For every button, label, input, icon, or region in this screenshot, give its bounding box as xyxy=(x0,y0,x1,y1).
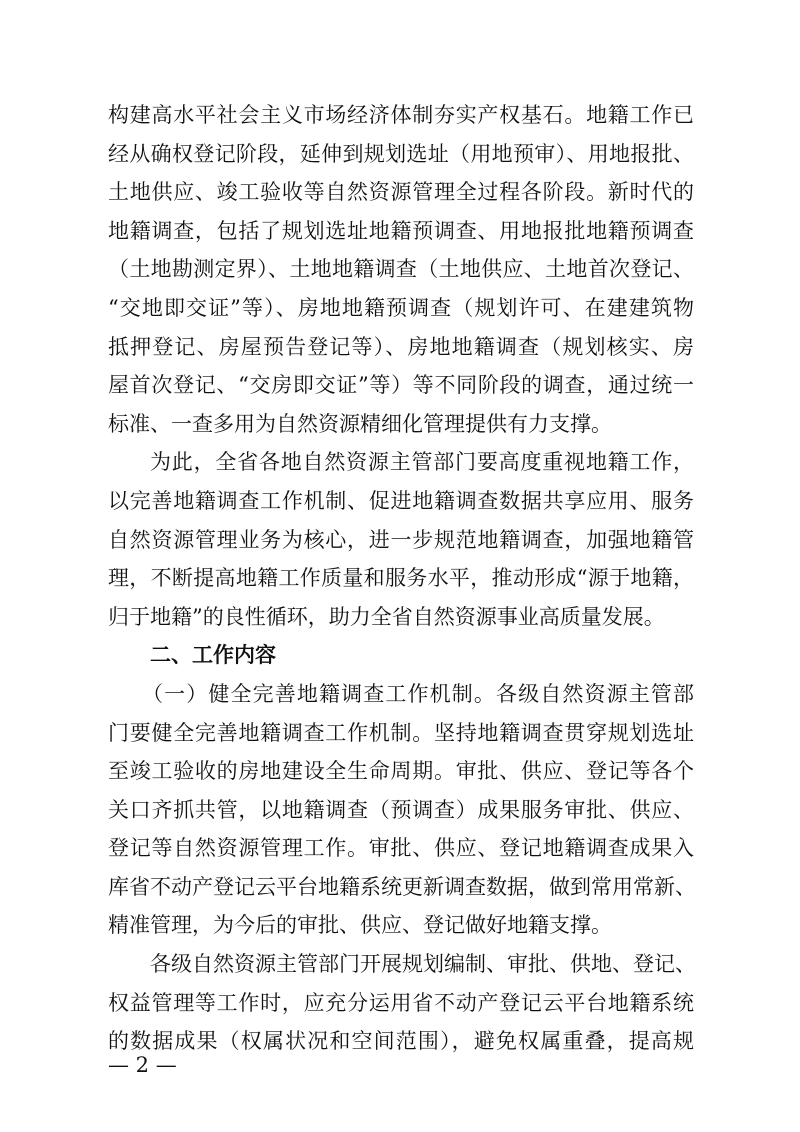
paragraph-line: 经从确权登记阶段，延伸到规划选址（用地预审）、用地报批、 xyxy=(108,141,694,166)
paragraph-line: “交地即交证”等）、房地地籍预调查（规划许可、在建建筑物 xyxy=(108,295,694,320)
paragraph-line: 至竣工验收的房地建设全生命周期。审批、供应、登记等各个 xyxy=(108,759,694,784)
paragraph-line: 为此，全省各地自然资源主管部门要高度重视地籍工作， xyxy=(150,450,694,475)
paragraph-line: 抵押登记、房屋预告登记等）、房地地籍调查（规划核实、房 xyxy=(108,334,694,359)
paragraph-line: 标准、一查多用为自然资源精细化管理提供有力支撑。 xyxy=(108,411,612,436)
paragraph-line: 精准管理，为今后的审批、供应、登记做好地籍支撑。 xyxy=(108,913,612,938)
paragraph-line: 屋首次登记、“交房即交证”等）等不同阶段的调查，通过统一 xyxy=(108,373,694,398)
paragraph-line: 的数据成果（权属状况和空间范围），避免权属重叠，提高规 xyxy=(108,1029,694,1054)
paragraph-line: 构建高水平社会主义市场经济体制夯实产权基石。地籍工作已 xyxy=(108,103,694,127)
paragraph-line: 关口齐抓共管，以地籍调查（预调查）成果服务审批、供应、 xyxy=(108,797,694,822)
paragraph-line: 登记等自然资源管理工作。审批、供应、登记地籍调查成果入 xyxy=(108,836,694,861)
section-heading: 二、工作内容 xyxy=(150,643,276,668)
paragraph-line: 库省不动产登记云平台地籍系统更新调查数据，做到常用常新、 xyxy=(108,874,696,899)
paragraph-line: 门要健全完善地籍调查工作机制。坚持地籍调查贯穿规划选址 xyxy=(108,720,694,745)
paragraph-line: 归于地籍”的良性循环，助力全省自然资源事业高质量发展。 xyxy=(108,604,665,629)
paragraph-line: 地籍调查，包括了规划选址地籍预调查、用地报批地籍预调查 xyxy=(108,218,694,243)
paragraph-line: 自然资源管理业务为核心，进一步规范地籍调查，加强地籍管 xyxy=(108,527,694,552)
paragraph-line: 土地供应、竣工验收等自然资源管理全过程各阶段。新时代的 xyxy=(108,180,694,205)
paragraph-line: 理，不断提高地籍工作质量和服务水平，推动形成“源于地籍， xyxy=(108,566,694,591)
document-body xyxy=(108,96,694,1061)
page-number: — 2 — xyxy=(108,1053,177,1077)
paragraph-line: 各级自然资源主管部门开展规划编制、审批、供地、登记、 xyxy=(150,952,696,977)
paragraph-line: 以完善地籍调查工作机制、促进地籍调查数据共享应用、服务 xyxy=(108,488,694,513)
paragraph-line: （一）健全完善地籍调查工作机制。各级自然资源主管部 xyxy=(142,681,694,706)
paragraph-line: 权益管理等工作时，应充分运用省不动产登记云平台地籍系统 xyxy=(108,990,694,1015)
paragraph-line: （土地勘测定界）、土地地籍调查（土地供应、土地首次登记、 xyxy=(108,257,694,282)
